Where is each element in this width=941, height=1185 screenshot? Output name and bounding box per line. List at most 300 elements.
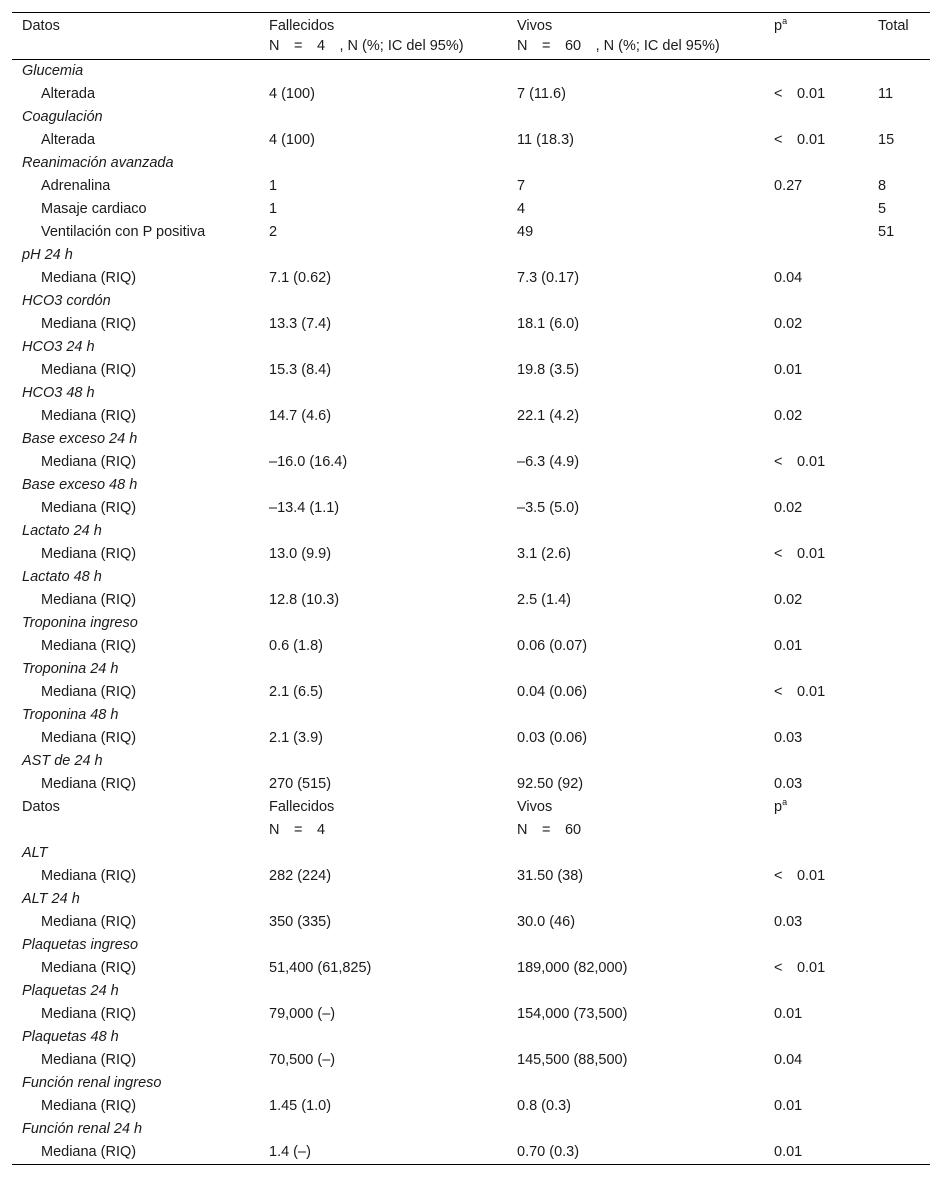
cell-total [878, 750, 930, 773]
category-row [12, 290, 930, 313]
cell-p [774, 980, 878, 1003]
cell-vivos: 145,500 (88,500) [517, 1052, 628, 1068]
cell-vivos: 0.8 (0.3) [517, 1098, 571, 1114]
category-row [12, 474, 930, 497]
header-row [12, 13, 930, 37]
cell-p: 0.01 [774, 638, 803, 654]
cell-total [878, 382, 930, 405]
cell-fallecidos: 1.4 (–) [269, 1144, 311, 1160]
repeat-header-datos: Datos [22, 799, 60, 815]
table-row [12, 221, 930, 244]
cell-total [878, 244, 930, 267]
row-label: Mediana (RIQ) [41, 270, 137, 286]
category-label: Plaquetas 24 h [22, 983, 119, 999]
cell-fallecidos [269, 336, 517, 359]
table-row [12, 773, 930, 796]
cell-total [878, 888, 930, 911]
category-label: pH 24 h [22, 247, 73, 263]
row-label: Mediana (RIQ) [41, 638, 137, 654]
category-label: Lactato 48 h [22, 569, 102, 585]
cell-fallecidos: 1 [269, 201, 278, 217]
cell-fallecidos: 51,400 (61,825) [269, 960, 372, 976]
row-label: Mediana (RIQ) [41, 776, 137, 792]
cell-p [774, 152, 878, 175]
table-row [12, 267, 930, 290]
cell-fallecidos: 15.3 (8.4) [269, 362, 332, 378]
row-label: Mediana (RIQ) [41, 1098, 137, 1114]
header-fallecidos: Fallecidos [269, 18, 335, 34]
cell-p [774, 106, 878, 129]
cell-total [878, 359, 930, 382]
cell-p: 0.03 [774, 914, 803, 930]
cell-p [774, 566, 878, 589]
cell-p: 0.02 [774, 316, 803, 332]
cell-total [878, 428, 930, 451]
row-label: Ventilación con P positiva [41, 224, 206, 240]
cell-total [878, 934, 930, 957]
cell-p: < 0.01 [774, 546, 826, 562]
cell-fallecidos [269, 612, 517, 635]
cell-fallecidos [269, 842, 517, 865]
header-datos: Datos [22, 18, 60, 34]
table-row [12, 313, 930, 336]
table-row [12, 681, 930, 704]
table-row [12, 865, 930, 888]
category-label: Troponina ingreso [22, 615, 138, 631]
repeat-header-p-base: p [774, 799, 783, 815]
table-row [12, 635, 930, 658]
header-p [774, 13, 878, 37]
table-row [12, 359, 930, 382]
header-vivos-n: N = 60 , N (%; IC del 95%) [517, 38, 720, 54]
category-label: Troponina 48 h [22, 707, 119, 723]
repeat-header-p-sup: a [782, 797, 788, 807]
cell-fallecidos [269, 474, 517, 497]
cell-p [774, 1072, 878, 1095]
cell-vivos [517, 1118, 774, 1141]
cell-vivos [517, 336, 774, 359]
cell-vivos [517, 60, 774, 84]
cell-fallecidos: 79,000 (–) [269, 1006, 336, 1022]
cell-vivos [517, 290, 774, 313]
cell-fallecidos [269, 704, 517, 727]
cell-fallecidos: –16.0 (16.4) [269, 454, 348, 470]
repeat-header-datos-blank [12, 819, 269, 842]
cell-vivos [517, 1026, 774, 1049]
category-row [12, 980, 930, 1003]
cell-p: 0.02 [774, 500, 803, 516]
cell-vivos: 154,000 (73,500) [517, 1006, 628, 1022]
table-row [12, 1049, 930, 1072]
cell-fallecidos [269, 1072, 517, 1095]
category-label: Plaquetas ingreso [22, 937, 139, 953]
cell-p: 0.03 [774, 730, 803, 746]
cell-fallecidos [269, 980, 517, 1003]
cell-total [878, 911, 930, 934]
cell-total [878, 704, 930, 727]
table-row [12, 1141, 930, 1165]
category-row [12, 336, 930, 359]
header-vivos: Vivos [517, 18, 553, 34]
cell-fallecidos: 1 [269, 178, 278, 194]
cell-vivos: 7 [517, 178, 526, 194]
header-p-sup: a [782, 16, 788, 26]
row-label: Adrenalina [41, 178, 111, 194]
table-row [12, 957, 930, 980]
cell-total [878, 60, 930, 84]
cell-fallecidos: 4 (100) [269, 132, 315, 148]
category-row [12, 1118, 930, 1141]
table-row [12, 175, 930, 198]
cell-total [878, 267, 930, 290]
category-row [12, 566, 930, 589]
repeat-header-vivos-n: N = 60 [517, 822, 582, 838]
category-label: Reanimación avanzada [22, 155, 174, 171]
cell-p [774, 704, 878, 727]
cell-fallecidos [269, 658, 517, 681]
cell-total: 8 [878, 178, 887, 194]
row-label: Mediana (RIQ) [41, 868, 137, 884]
cell-total [878, 405, 930, 428]
cell-vivos [517, 704, 774, 727]
category-row [12, 520, 930, 543]
cell-fallecidos: 7.1 (0.62) [269, 270, 332, 286]
category-label: Función renal ingreso [22, 1075, 162, 1091]
row-label: Mediana (RIQ) [41, 1144, 137, 1160]
cell-fallecidos [269, 520, 517, 543]
cell-total [878, 451, 930, 474]
cell-vivos: 0.04 (0.06) [517, 684, 588, 700]
category-label: HCO3 48 h [22, 385, 95, 401]
cell-p [774, 658, 878, 681]
cell-fallecidos: 13.3 (7.4) [269, 316, 332, 332]
category-row [12, 1072, 930, 1095]
table-body [12, 13, 930, 1165]
cell-p: < 0.01 [774, 684, 826, 700]
cell-fallecidos: –13.4 (1.1) [269, 500, 340, 516]
header-p-blank [774, 36, 878, 60]
cell-fallecidos: 0.6 (1.8) [269, 638, 323, 654]
repeat-header-vivos: Vivos [517, 799, 553, 815]
cell-fallecidos [269, 152, 517, 175]
cell-p: 0.04 [774, 270, 803, 286]
cell-fallecidos: 2.1 (3.9) [269, 730, 323, 746]
repeat-header-fallecidos-n: N = 4 [269, 822, 326, 838]
category-row [12, 888, 930, 911]
cell-vivos [517, 382, 774, 405]
cell-total: 51 [878, 224, 895, 240]
cell-fallecidos: 2 [269, 224, 278, 240]
cell-vivos: 30.0 (46) [517, 914, 576, 930]
cell-total [878, 543, 930, 566]
cell-total [878, 152, 930, 175]
table-row [12, 1095, 930, 1118]
cell-fallecidos: 4 (100) [269, 86, 315, 102]
category-label: AST de 24 h [22, 753, 103, 769]
repeat-header-p-blank [774, 819, 878, 842]
cell-fallecidos [269, 750, 517, 773]
cell-total [878, 865, 930, 888]
cell-vivos: 49 [517, 224, 534, 240]
row-label: Mediana (RIQ) [41, 408, 137, 424]
row-label: Mediana (RIQ) [41, 960, 137, 976]
cell-vivos: 18.1 (6.0) [517, 316, 580, 332]
cell-vivos [517, 842, 774, 865]
cell-p: 0.02 [774, 592, 803, 608]
cell-vivos: –3.5 (5.0) [517, 500, 580, 516]
row-label: Mediana (RIQ) [41, 500, 137, 516]
category-row [12, 244, 930, 267]
cell-fallecidos: 282 (224) [269, 868, 332, 884]
cell-total: 15 [878, 132, 895, 148]
cell-fallecidos [269, 290, 517, 313]
cell-fallecidos: 13.0 (9.9) [269, 546, 332, 562]
cell-total [878, 589, 930, 612]
header-p-base: p [774, 18, 783, 34]
table-row [12, 497, 930, 520]
cell-vivos: 189,000 (82,000) [517, 960, 628, 976]
cell-total: 11 [878, 86, 894, 102]
cell-p [774, 750, 878, 773]
cell-vivos [517, 658, 774, 681]
cell-fallecidos [269, 106, 517, 129]
repeat-header-total-blank [878, 796, 930, 819]
cell-total [878, 566, 930, 589]
cell-fallecidos: 2.1 (6.5) [269, 684, 323, 700]
cell-fallecidos: 14.7 (4.6) [269, 408, 332, 424]
row-label: Mediana (RIQ) [41, 684, 137, 700]
table-row [12, 727, 930, 750]
cell-total [878, 1049, 930, 1072]
cell-total: 5 [878, 201, 887, 217]
category-label: ALT [22, 845, 48, 861]
cell-vivos [517, 1072, 774, 1095]
cell-vivos [517, 750, 774, 773]
cell-p [774, 290, 878, 313]
cell-vivos [517, 888, 774, 911]
table-row [12, 451, 930, 474]
cell-total [878, 336, 930, 359]
cell-fallecidos: 350 (335) [269, 914, 332, 930]
cell-p: < 0.01 [774, 868, 826, 884]
table-row [12, 1003, 930, 1026]
cell-total [878, 1141, 930, 1165]
category-label: HCO3 cordón [22, 293, 111, 309]
cell-fallecidos: 1.45 (1.0) [269, 1098, 332, 1114]
cell-fallecidos [269, 382, 517, 405]
cell-p [774, 1026, 878, 1049]
cell-p: < 0.01 [774, 960, 826, 976]
row-label: Mediana (RIQ) [41, 592, 137, 608]
cell-total [878, 957, 930, 980]
cell-total [878, 980, 930, 1003]
category-row [12, 704, 930, 727]
cell-p: 0.01 [774, 1098, 803, 1114]
row-label: Mediana (RIQ) [41, 730, 137, 746]
category-row [12, 842, 930, 865]
cell-vivos [517, 474, 774, 497]
repeat-header-fallecidos: Fallecidos [269, 799, 335, 815]
repeat-header-total-blank-2 [878, 819, 930, 842]
cell-p: 0.27 [774, 178, 803, 194]
category-row [12, 1026, 930, 1049]
cell-vivos: 0.70 (0.3) [517, 1144, 580, 1160]
cell-total [878, 635, 930, 658]
cell-total [878, 773, 930, 796]
category-label: Función renal 24 h [22, 1121, 143, 1137]
cell-p: 0.03 [774, 776, 803, 792]
cell-vivos: 31.50 (38) [517, 868, 584, 884]
cell-p: 0.01 [774, 1006, 803, 1022]
row-label: Alterada [41, 132, 96, 148]
header-total-blank [878, 36, 930, 60]
cell-vivos: 92.50 (92) [517, 776, 584, 792]
cell-p: 0.02 [774, 408, 803, 424]
category-label: Coagulación [22, 109, 103, 125]
table-row [12, 543, 930, 566]
cell-vivos [517, 612, 774, 635]
repeat-header-row [12, 796, 930, 819]
cell-total [878, 497, 930, 520]
cell-vivos [517, 934, 774, 957]
category-label: Base exceso 24 h [22, 431, 138, 447]
category-label: Glucemia [22, 63, 84, 79]
cell-p: 0.01 [774, 1144, 803, 1160]
cell-vivos: 2.5 (1.4) [517, 592, 571, 608]
cell-total [878, 290, 930, 313]
cell-vivos [517, 152, 774, 175]
cell-vivos: 7.3 (0.17) [517, 270, 580, 286]
header-total: Total [878, 18, 909, 34]
table-row [12, 129, 930, 152]
cell-p [774, 934, 878, 957]
table-row [12, 589, 930, 612]
cell-fallecidos [269, 888, 517, 911]
cell-fallecidos: 12.8 (10.3) [269, 592, 340, 608]
cell-fallecidos: 70,500 (–) [269, 1052, 336, 1068]
category-row [12, 934, 930, 957]
cell-p: 0.04 [774, 1052, 803, 1068]
category-label: Base exceso 48 h [22, 477, 138, 493]
repeat-header-p [774, 796, 878, 819]
cell-fallecidos [269, 1118, 517, 1141]
row-label: Mediana (RIQ) [41, 454, 137, 470]
cell-vivos [517, 566, 774, 589]
cell-p [774, 221, 878, 244]
cell-p [774, 474, 878, 497]
cell-p [774, 336, 878, 359]
category-row [12, 658, 930, 681]
category-row [12, 60, 930, 84]
table-row [12, 198, 930, 221]
category-row [12, 612, 930, 635]
table-row [12, 911, 930, 934]
cell-p [774, 888, 878, 911]
cell-total [878, 658, 930, 681]
row-label: Mediana (RIQ) [41, 1006, 137, 1022]
cell-p [774, 520, 878, 543]
cell-vivos: 3.1 (2.6) [517, 546, 571, 562]
category-row [12, 106, 930, 129]
row-label: Mediana (RIQ) [41, 1052, 137, 1068]
cell-total [878, 612, 930, 635]
cell-p [774, 1118, 878, 1141]
row-label: Mediana (RIQ) [41, 546, 137, 562]
cell-vivos [517, 106, 774, 129]
cell-fallecidos [269, 244, 517, 267]
cell-vivos [517, 520, 774, 543]
cell-p [774, 60, 878, 84]
repeat-header-row-2 [12, 819, 930, 842]
cell-vivos: 4 [517, 201, 526, 217]
cell-p [774, 244, 878, 267]
cell-total [878, 727, 930, 750]
cell-fallecidos [269, 60, 517, 84]
cell-total [878, 1095, 930, 1118]
cell-p [774, 382, 878, 405]
row-label: Mediana (RIQ) [41, 362, 137, 378]
cell-total [878, 520, 930, 543]
category-row [12, 152, 930, 175]
category-label: Lactato 24 h [22, 523, 102, 539]
cell-total [878, 313, 930, 336]
cell-total [878, 1072, 930, 1095]
cell-p [774, 842, 878, 865]
category-label: Plaquetas 48 h [22, 1029, 119, 1045]
cell-p: < 0.01 [774, 454, 826, 470]
cell-total [878, 1003, 930, 1026]
cell-p: < 0.01 [774, 86, 826, 102]
cell-p: 0.01 [774, 362, 803, 378]
cell-vivos: 19.8 (3.5) [517, 362, 580, 378]
category-row [12, 428, 930, 451]
data-table [12, 12, 930, 1165]
cell-total [878, 842, 930, 865]
cell-vivos: –6.3 (4.9) [517, 454, 580, 470]
cell-vivos: 22.1 (4.2) [517, 408, 580, 424]
category-label: ALT 24 h [22, 891, 80, 907]
category-label: HCO3 24 h [22, 339, 95, 355]
cell-p [774, 612, 878, 635]
cell-p: < 0.01 [774, 132, 826, 148]
row-label: Mediana (RIQ) [41, 316, 137, 332]
cell-vivos: 11 (18.3) [517, 132, 574, 148]
table-row [12, 83, 930, 106]
cell-vivos [517, 428, 774, 451]
header-fallecidos-n: N = 4 , N (%; IC del 95%) [269, 38, 464, 54]
cell-vivos [517, 980, 774, 1003]
cell-vivos [517, 244, 774, 267]
category-label: Troponina 24 h [22, 661, 119, 677]
row-label: Mediana (RIQ) [41, 914, 137, 930]
header-row-2 [12, 36, 930, 60]
cell-vivos: 7 (11.6) [517, 86, 566, 102]
category-row [12, 382, 930, 405]
cell-fallecidos [269, 1026, 517, 1049]
cell-total [878, 1118, 930, 1141]
table-row [12, 405, 930, 428]
cell-total [878, 1026, 930, 1049]
cell-fallecidos [269, 566, 517, 589]
cell-total [878, 106, 930, 129]
cell-p [774, 198, 878, 221]
row-label: Masaje cardiaco [41, 201, 147, 217]
cell-total [878, 474, 930, 497]
cell-vivos: 0.06 (0.07) [517, 638, 588, 654]
header-datos-blank [12, 36, 269, 60]
cell-total [878, 681, 930, 704]
cell-p [774, 428, 878, 451]
